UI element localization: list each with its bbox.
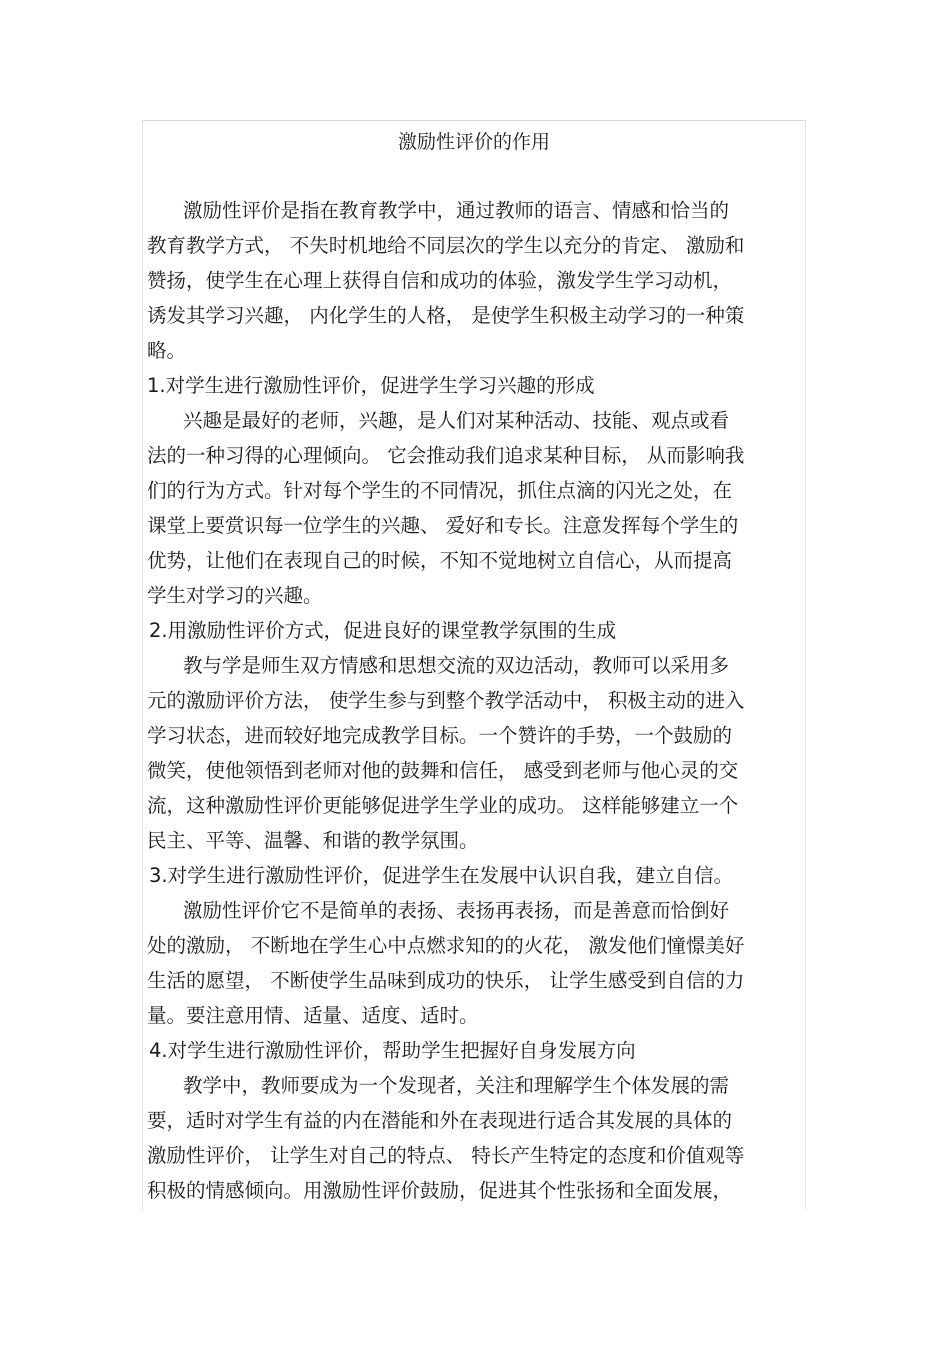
paragraph-line: 诱发其学习兴趣， 内化学生的人格， 是使学生积极主动学习的一种策 — [147, 304, 745, 327]
paragraph-line: 流，这种激励性评价更能够促进学生学业的成功。 这样能够建立一个 — [147, 794, 739, 817]
paragraph-line: 处的激励， 不断地在学生心中点燃求知的的火花， 激发他们憧憬美好 — [147, 934, 745, 957]
paragraph-line: 激励性评价， 让学生对自己的特点、 特长产生特定的态度和价值观等 — [147, 1144, 745, 1167]
paragraph-line: 兴趣是最好的老师，兴趣，是人们对某种活动、技能、观点或看 — [183, 409, 730, 432]
paragraph-line: 学习状态，进而较好地完成教学目标。一个赞许的手势，一个鼓励的 — [147, 724, 733, 747]
paragraph-line: 要，适时对学生有益的内在潜能和外在表现进行适合其发展的具体的 — [147, 1109, 733, 1132]
paragraph-line: 元的激励评价方法， 使学生参与到整个教学活动中， 积极主动的进入 — [147, 689, 745, 712]
paragraph-line: 学生对学习的兴趣。 — [147, 584, 323, 607]
paragraph-line: 民主、平等、温馨、和谐的教学氛围。 — [147, 829, 479, 852]
paragraph-line: 生活的愿望， 不断使学生品味到成功的快乐， 让学生感受到自信的力 — [147, 969, 745, 992]
paragraph-line: 积极的情感倾向。用激励性评价鼓励，促进其个性张扬和全面发展， — [147, 1179, 733, 1202]
paragraph-line: 赞扬，使学生在心理上获得自信和成功的体验，激发学生学习动机， — [147, 269, 733, 292]
section-heading-1: 1.对学生进行激励性评价，促进学生学习兴趣的形成 — [147, 374, 595, 397]
paragraph-line: 优势，让他们在表现自己的时候，不知不觉地树立自信心，从而提高 — [147, 549, 733, 572]
paragraph-line: 激励性评价它不是简单的表扬、表扬再表扬，而是善意而恰倒好 — [183, 899, 730, 922]
paragraph-line: 略。 — [147, 339, 187, 362]
section-heading-2: 2.用激励性评价方式，促进良好的课堂教学氛围的生成 — [149, 619, 617, 642]
paragraph-line: 教育教学方式， 不失时机地给不同层次的学生以充分的肯定、 激励和 — [147, 234, 745, 257]
paragraph-line: 激励性评价是指在教育教学中，通过教师的语言、情感和恰当的 — [183, 199, 730, 222]
document-title: 激励性评价的作用 — [397, 131, 550, 153]
paragraph-line: 们的行为方式。针对每个学生的不同情况，抓住点滴的闪光之处，在 — [147, 479, 733, 502]
section-heading-3: 3.对学生进行激励性评价，促进学生在发展中认识自我，建立自信。 — [149, 864, 734, 887]
paragraph-line: 量。要注意用情、适量、适度、适时。 — [147, 1004, 479, 1027]
document-page — [142, 120, 806, 1210]
paragraph-line: 课堂上要赏识每一位学生的兴趣、 爱好和专长。注意发挥每个学生的 — [147, 514, 739, 537]
paragraph-line: 微笑，使他领悟到老师对他的鼓舞和信任， 感受到老师与他心灵的交 — [147, 759, 739, 782]
paragraph-line: 教与学是师生双方情感和思想交流的双边活动，教师可以采用多 — [183, 654, 730, 677]
paragraph-line: 教学中，教师要成为一个发现者，关注和理解学生个体发展的需 — [183, 1074, 730, 1097]
section-heading-4: 4.对学生进行激励性评价，帮助学生把握好自身发展方向 — [149, 1039, 636, 1062]
paragraph-line: 法的一种习得的心理倾向。 它会推动我们追求某种目标， 从而影响我 — [147, 444, 745, 467]
